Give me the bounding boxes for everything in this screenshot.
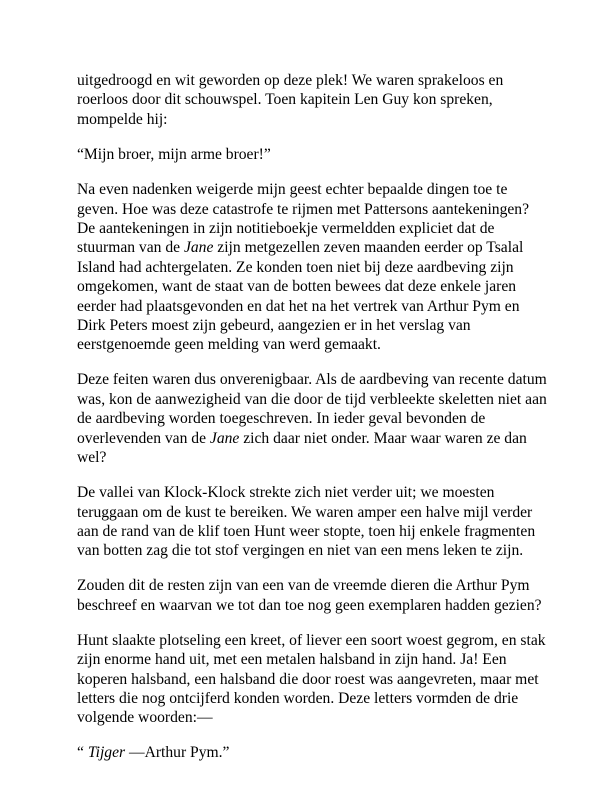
paragraph-3-text-after: zijn metgezellen zeven maanden eerder op Tsalal Island had achtergelaten. Ze konden toen niet bij deze aardbeving zijn omgekomen, want de staat van de botten bewees dat deze enkele jaren eerder had plaatsgevonden en dat het na het vertrek van Arthur Pym en Dirk Peters moest zijn gebeurd, aangezien er in het verslag van eerstgenoemde geen melding van werd gemaakt. <box>77 239 524 354</box>
paragraph-4-text-before: Deze feiten waren dus onverenigbaar. Als de aardbeving van recente datum was, kon de aanwezigheid van die door de tijd verbleekte skeletten niet aan de aardbeving worden toegeschreven. In ieder geval bevonden de overlevenden van de <box>77 371 547 447</box>
ship-name-jane: Jane <box>209 429 240 447</box>
inscription-tijger: Tijger <box>87 744 126 762</box>
paragraph-3-text-before: Na even nadenken weigerde mijn geest echter bepaalde dingen toe te geven. Hoe was deze catastrofe te rijmen met Pattersons aantekeningen? De aantekeningen in zijn notitieboekje vermeldden expliciet dat de stuurman van de <box>77 181 530 257</box>
paragraph-7: Hunt slaakte plotseling een kreet, of liever een soort woest gegrom, en stak zijn enorme hand uit, met een metalen halsband in zijn hand. Ja! Een koperen halsband, een halsband die door roest was aangevreten, maar met letters die nog ontcijferd konden worden. Deze letters vormden de drie volgende woorden:— <box>77 631 546 727</box>
paragraph-3 <box>77 180 547 355</box>
inscription-arthur-pym: —Arthur Pym.” <box>125 744 230 762</box>
paragraph-4-text-after: zich daar niet onder. Maar waar waren ze dan wel? <box>77 429 527 467</box>
document-page <box>77 71 547 778</box>
quote-brother: “Mijn broer, mijn arme broer!” <box>77 145 271 163</box>
paragraph-8-collar-inscription <box>77 743 547 762</box>
paragraph-5: De vallei van Klock-Klock strekte zich niet verder uit; we moesten teruggaan om de kust te bereiken. We waren amper een halve mijl verder aan de rand van de klif toen Hunt weer stopte, toen hij enkele fragmenten van botten zag die tot stof vergingen en niet van een mens leken te zijn. <box>77 484 536 560</box>
paragraph-1: uitgedroogd en wit geworden op deze plek! We waren sprakeloos en roerloos door dit schouwspel. Toen kapitein Len Guy kon spreken, mompelde hij: <box>77 72 504 128</box>
paragraph-4 <box>77 370 547 467</box>
ship-name-jane: Jane <box>183 239 214 257</box>
paragraph-6: Zouden dit de resten zijn van een van de vreemde dieren die Arthur Pym beschreef en waarvan we tot dan toe nog geen exemplaren hadden gezien? <box>77 577 542 614</box>
inscription-open-quote: “ <box>77 744 88 762</box>
